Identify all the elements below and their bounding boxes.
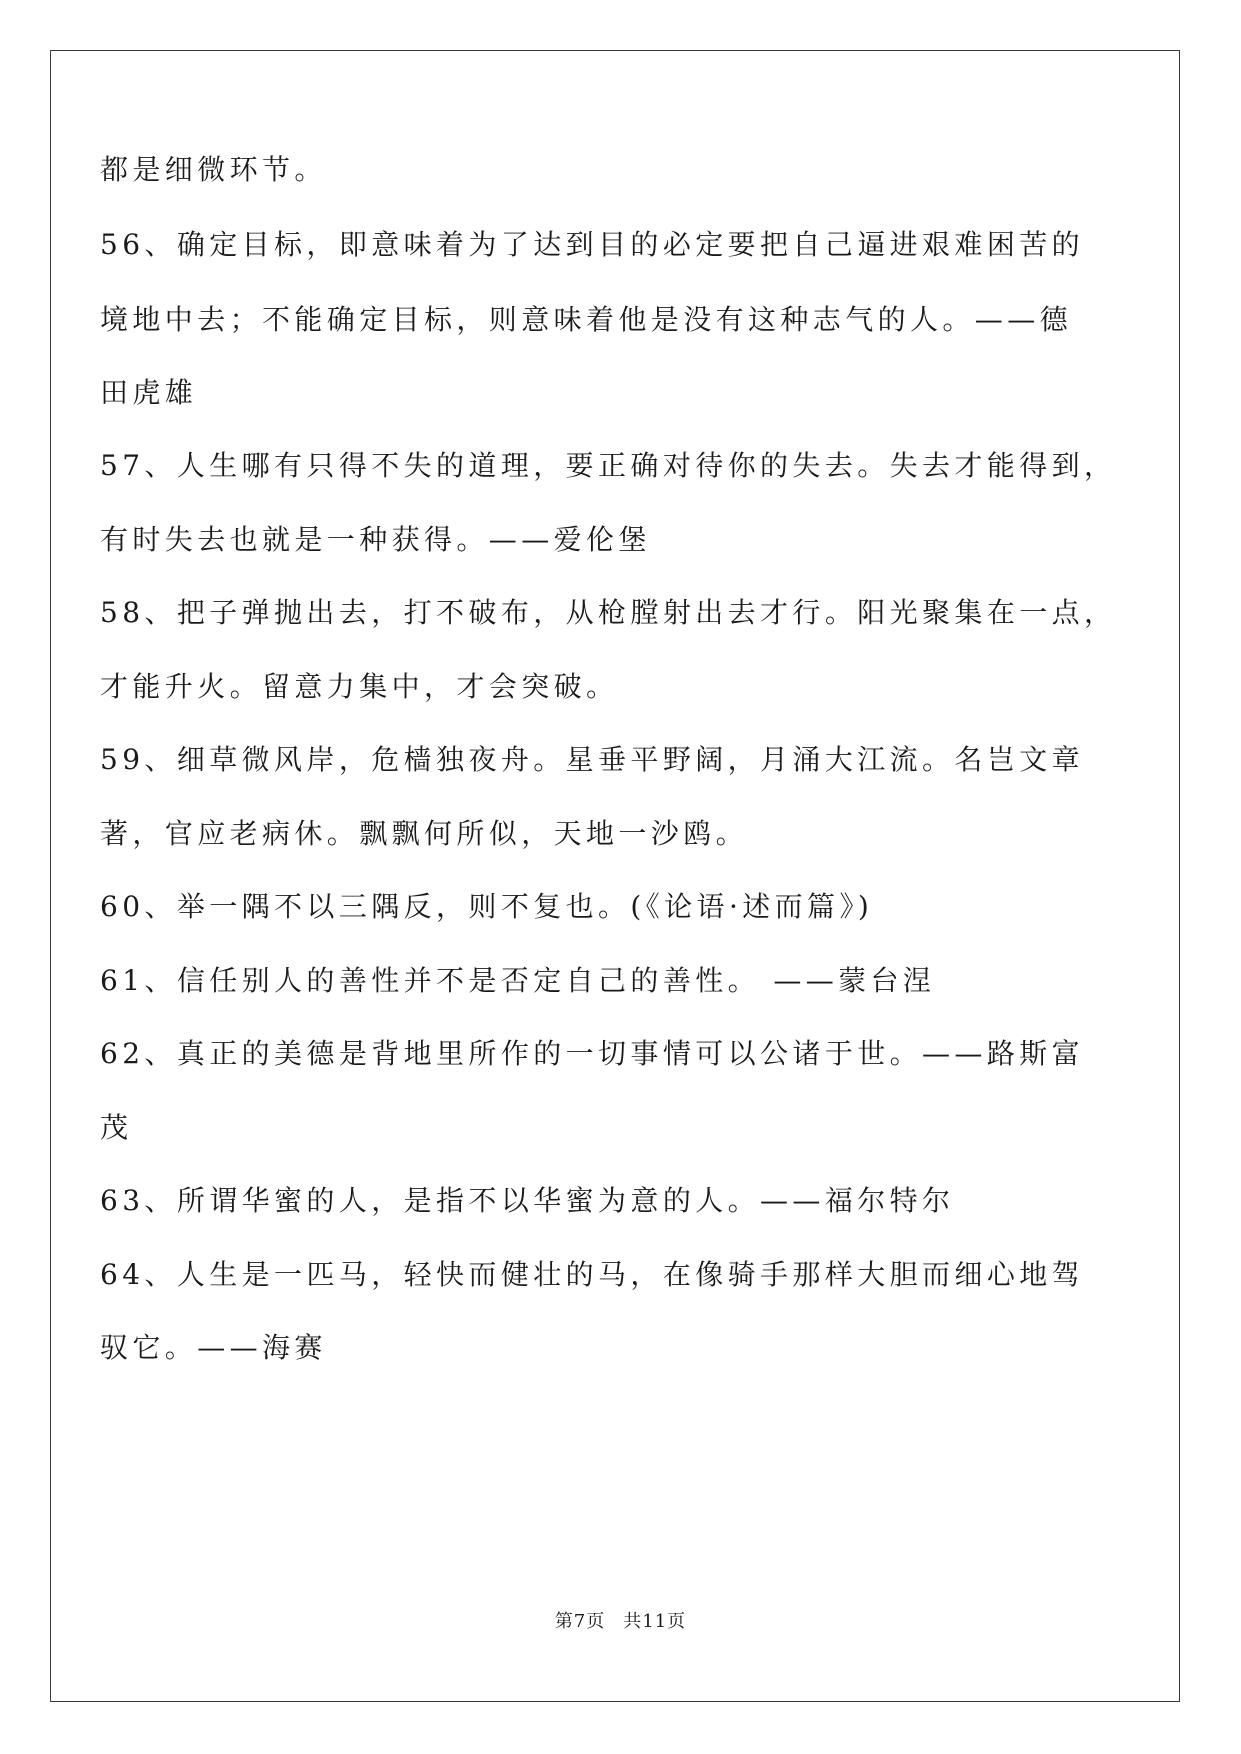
text-line: 茂 xyxy=(100,1111,133,1144)
text-line: 59、细草微风岸，危樯独夜舟。星垂平野阔，月涌大江流。名岂文章 xyxy=(100,743,1085,776)
text-line: 才能升火。留意力集中，才会突破。 xyxy=(100,670,619,703)
page-number: 第7页 xyxy=(554,1611,606,1632)
text-line: 63、所谓华蜜的人，是指不以华蜜为意的人。——福尔特尔 xyxy=(100,1184,955,1217)
text-line: 57、人生哪有只得不失的道理，要正确对待你的失去。失去才能得到， xyxy=(100,449,1117,482)
text-line: 有时失去也就是一种获得。——爱伦堡 xyxy=(100,523,651,556)
text-line: 境地中去；不能确定目标，则意味着他是没有这种志气的人。——德 xyxy=(100,303,1073,336)
text-line: 58、把子弹抛出去，打不破布，从枪膛射出去才行。阳光聚集在一点， xyxy=(100,596,1117,629)
page-border xyxy=(50,50,1180,1702)
text-line: 60、举一隅不以三隅反，则不复也。(《论语·述而篇》) xyxy=(100,890,874,923)
text-line: 驭它。——海赛 xyxy=(100,1331,327,1364)
text-line: 64、人生是一匹马，轻快而健壮的马，在像骑手那样大胆而细心地驾 xyxy=(100,1258,1085,1291)
page-total: 共11页 xyxy=(623,1611,687,1632)
text-line: 61、信任别人的善性并不是否定自己的善性。 ——蒙台涅 xyxy=(100,964,936,997)
text-line: 56、确定目标，即意味着为了达到目的必定要把自己逼进艰难困苦的 xyxy=(100,228,1085,261)
text-line: 田虎雄 xyxy=(100,376,198,409)
text-line: 62、真正的美德是背地里所作的一切事情可以公诸于世。——路斯富 xyxy=(100,1037,1085,1070)
page-footer xyxy=(0,1607,1241,1633)
text-line: 都是细微环节。 xyxy=(100,153,327,186)
text-line: 著，官应老病休。飘飘何所似，天地一沙鸥。 xyxy=(100,817,749,850)
